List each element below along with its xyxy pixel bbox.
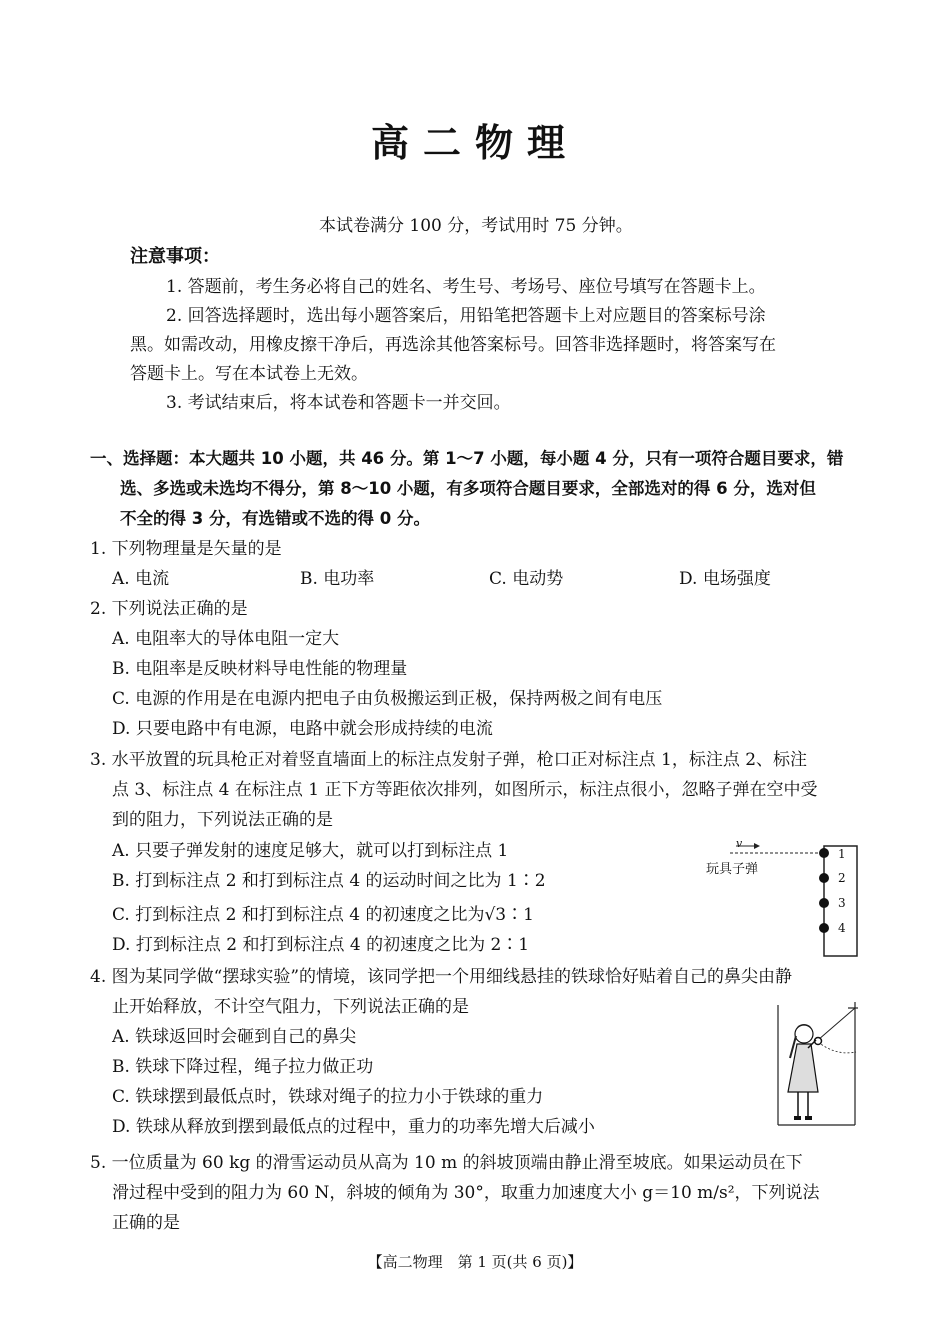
notice-line: 答题卡上。写在本试卷上无效。 (130, 364, 368, 384)
page-footer: 【高二物理 第 1 页(共 6 页)】 (367, 1253, 583, 1271)
q1-option-a: A. 电流 (112, 569, 170, 589)
q3-option-a: A. 只要子弹发射的速度足够大，就可以打到标注点 1 (112, 841, 509, 861)
section-heading: 一、选择题：本大题共 10 小题，共 46 分。第 1～7 小题，每小题 4 分，只有一项符合题目要求，错 (90, 449, 844, 468)
girl-head (795, 1025, 813, 1043)
point-label-4: 4 (838, 921, 846, 935)
gun-label: 玩具子弹 (706, 862, 759, 877)
q4-option-a: A. 铁球返回时会砸到自己的鼻尖 (112, 1027, 357, 1047)
notice-line: 2. 回答选择题时，选出每小题答案后，用铅笔把答题卡上对应题目的答案标号涂 (166, 306, 766, 326)
page-title: 高二物理 (370, 121, 579, 165)
question-3-stem: 点 3、标注点 4 在标注点 1 正下方等距依次排列，如图所示，标注点很小，忽略子弹在空中受 (112, 780, 818, 800)
question-5-stem: 滑过程中受到的阻力为 60 N，斜坡的倾角为 30°，取重力加速度大小 g＝10 m/s²，下列说法 (112, 1183, 820, 1203)
notice-line: 1. 答题前，考生务必将自己的姓名、考生号、考场号、座位号填写在答题卡上。 (166, 277, 766, 297)
question-1-stem: 1. 下列物理量是矢量的是 (90, 539, 282, 559)
q3-option-d: D. 打到标注点 2 和打到标注点 4 的初速度之比为 2∶1 (112, 935, 530, 955)
mark-point-2 (819, 873, 829, 883)
point-label-2: 2 (838, 871, 846, 885)
q1-option-d: D. 电场强度 (679, 569, 771, 589)
q3-option-b: B. 打到标注点 2 和打到标注点 4 的运动时间之比为 1∶2 (112, 871, 546, 891)
q4-option-b: B. 铁球下降过程，绳子拉力做正功 (112, 1057, 374, 1077)
q2-option-c: C. 电源的作用是在电源内把电子由负极搬运到正极，保持两极之间有电压 (112, 689, 663, 709)
question-4-stem: 4. 图为某同学做“摆球实验”的情境，该同学把一个用细线悬挂的铁球恰好贴着自己的鼻尖由静 (90, 967, 793, 987)
mark-point-3 (819, 898, 829, 908)
q4-option-c: C. 铁球摆到最低点时，铁球对绳子的拉力小于铁球的重力 (112, 1087, 544, 1107)
question-5-stem: 5. 一位质量为 60 kg 的滑雪运动员从高为 10 m 的斜坡顶端由静止滑至坡底。如果运动员在下 (90, 1153, 803, 1173)
point-label-1: 1 (838, 847, 846, 861)
question-3-stem: 3. 水平放置的玩具枪正对着竖直墙面上的标注点发射子弹，枪口正对标注点 1，标注点 2、标注 (90, 750, 808, 770)
notice-line: 3. 考试结束后，将本试卷和答题卡一并交回。 (166, 393, 511, 413)
point-label-3: 3 (838, 896, 846, 910)
section-heading: 选、多选或未选均不得分，第 8～10 小题，有多项符合题目要求，全部选对的得 6 分，选对但 (120, 479, 816, 498)
pendulum-girl-figure (770, 1000, 865, 1130)
velocity-label: v (736, 837, 743, 850)
mark-point-4 (819, 923, 829, 933)
q1-option-c: C. 电动势 (489, 569, 564, 589)
notice-line: 黑。如需改动，用橡皮擦干净后，再选涂其他答案标号。回答非选择题时，将答案写在 (130, 335, 776, 355)
question-4-stem: 止开始释放，不计空气阻力，下列说法正确的是 (112, 997, 469, 1017)
q2-option-a: A. 电阻率大的导体电阻一定大 (112, 629, 340, 649)
q3-option-c: C. 打到标注点 2 和打到标注点 4 的初速度之比为√3∶1 (112, 905, 534, 925)
section-heading: 不全的得 3 分，有选错或不选的得 0 分。 (120, 509, 430, 528)
velocity-arrowhead (754, 843, 760, 849)
q1-option-b: B. 电功率 (300, 569, 375, 589)
exam-subtitle: 本试卷满分 100 分，考试用时 75 分钟。 (319, 216, 633, 236)
question-2-stem: 2. 下列说法正确的是 (90, 599, 248, 619)
question-5-stem: 正确的是 (112, 1213, 180, 1233)
notice-heading: 注意事项： (130, 246, 220, 267)
mark-point-1 (819, 848, 829, 858)
q4-option-d: D. 铁球从释放到摆到最低点的过程中，重力的功率先增大后减小 (112, 1117, 595, 1137)
q2-option-d: D. 只要电路中有电源，电路中就会形成持续的电流 (112, 719, 493, 739)
question-3-stem: 到的阻力，下列说法正确的是 (112, 810, 333, 830)
q2-option-b: B. 电阻率是反映材料导电性能的物理量 (112, 659, 408, 679)
